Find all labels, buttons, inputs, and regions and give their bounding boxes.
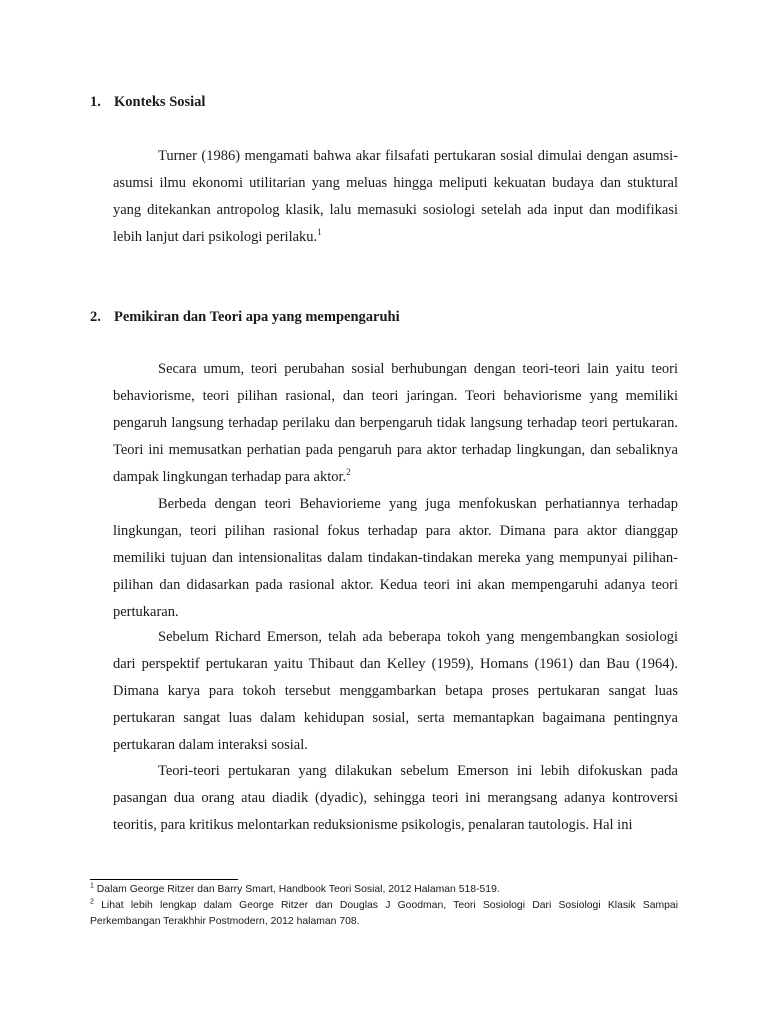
footnote-text: Lihat lebih lengkap dalam George Ritzer dan Douglas J Goodman, Teori Sosiologi Dari Sosiologi Klasik Sampai Perkembangan Terakhhir Postmodern, 2012 halaman 708.: [90, 900, 678, 927]
footnote-reference: 2: [346, 467, 351, 478]
section-heading-2: [90, 309, 400, 326]
footnote-separator: [90, 879, 238, 880]
section-title: Konteks Sosial: [114, 94, 206, 110]
section-number: 2.: [90, 309, 101, 325]
footnote-2: [90, 898, 678, 930]
paragraph-text: Turner (1986) mengamati bahwa akar filsafati pertukaran sosial dimulai dengan asumsi-asumsi ilmu ekonomi utilitarian yang meluas hingga meliputi kekuatan budaya dan stuktural yang ditekankan antropolog klasik, lalu memasuki sosiologi setelah ada input dan modifikasi lebih lanjut dari psikologi perilaku.: [113, 148, 678, 245]
paragraph: [113, 491, 678, 626]
paragraph-text: Teori-teori pertukaran yang dilakukan sebelum Emerson ini lebih difokuskan pada pasangan dua orang atau diadik (dyadic), sehingga teori ini merangsang adanya kontroversi teoritis, para kritikus melontarkan reduksionisme psikologis, penalaran tautologis. Hal ini: [113, 763, 678, 833]
paragraph-text: Berbeda dengan teori Behaviorieme yang juga menfokuskan perhatiannya terhadap lingkungan, teori pilihan rasional fokus terhadap para aktor. Dimana para aktor dianggap memiliki tujuan dan intensionalitas dalam tindakan-tindakan mereka yang mempunyai pilihan-pilihan dan didasarkan pada rasional aktor. Kedua teori ini akan mempengaruhi adanya teori pertukaran.: [113, 496, 678, 620]
section-number: 1.: [90, 94, 101, 110]
footnote-reference: 1: [317, 227, 322, 238]
section-heading-1: [90, 94, 205, 111]
footnote-marker: 1: [90, 882, 94, 890]
paragraph: [113, 758, 678, 839]
footnote-marker: 2: [90, 898, 94, 906]
paragraph: [113, 143, 678, 251]
footnote-1: [90, 882, 678, 898]
footnote-text: Dalam George Ritzer dan Barry Smart, Handbook Teori Sosial, 2012 Halaman 518-519.: [96, 884, 500, 895]
paragraph-text: Secara umum, teori perubahan sosial berhubungan dengan teori-teori lain yaitu teori behaviorisme, teori pilihan rasional, dan teori jaringan. Teori behaviorisme yang memiliki pengaruh langsung terhadap perilaku dan berpengaruh tidak langsung terhadap teori pertukaran. Teori ini memusatkan perhatian pada pengaruh para aktor terhadap lingkungan, dan sebaliknya dampak lingkungan terhadap para aktor.: [113, 361, 678, 485]
paragraph-text: Sebelum Richard Emerson, telah ada beberapa tokoh yang mengembangkan sosiologi dari perspektif pertukaran yaitu Thibaut dan Kelley (1959), Homans (1961) dan Bau (1964). Dimana karya para tokoh tersebut menggambarkan betapa proses pertukaran sangat luas pertukaran sangat luas dalam kehidupan sosial, serta memantapkan bagaimana pentingnya pertukaran dalam interaksi sosial.: [113, 629, 678, 753]
paragraph: [113, 356, 678, 491]
section-title: Pemikiran dan Teori apa yang mempengaruhi: [114, 309, 400, 325]
paragraph: [113, 624, 678, 759]
